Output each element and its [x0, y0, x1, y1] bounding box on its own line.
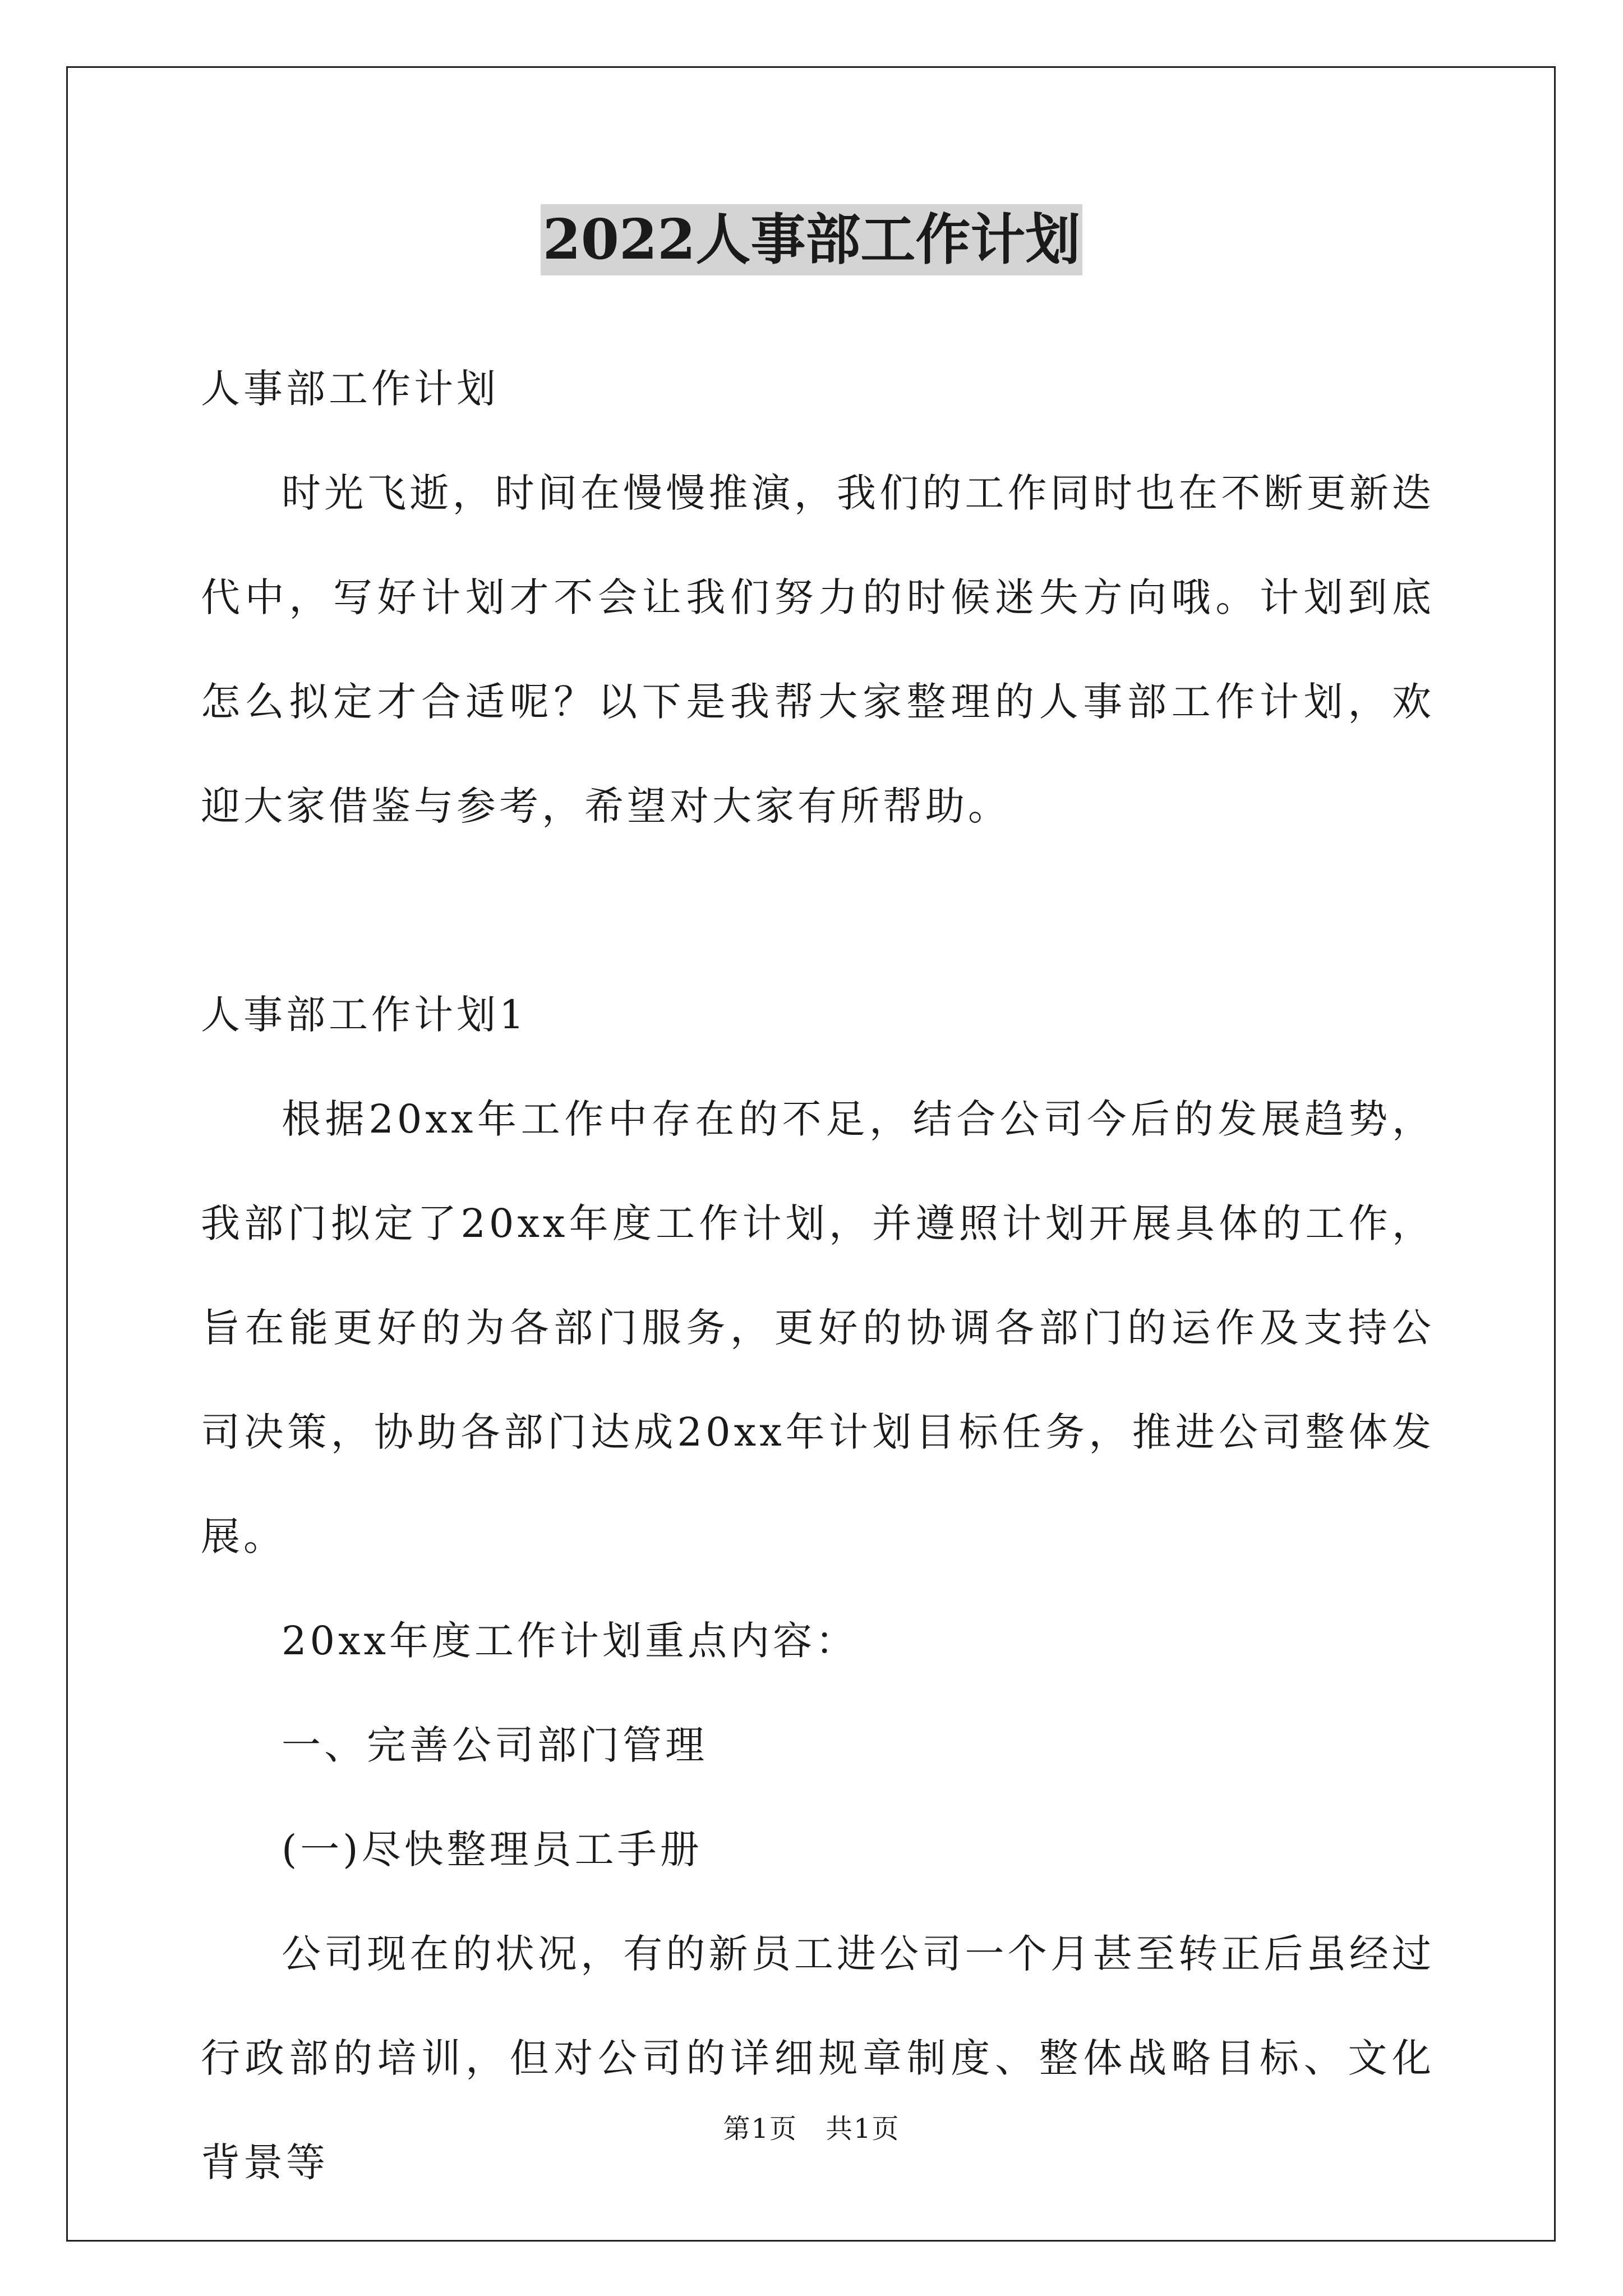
section-heading: 人事部工作计划1 [201, 992, 528, 1038]
blank-line [201, 858, 1435, 963]
document-title [0, 201, 1623, 279]
document-body [201, 337, 1435, 2215]
document-title-text: 2022人事部工作计划 [541, 204, 1083, 275]
body-paragraph: 根据20xx年工作中存在的不足，结合公司今后的发展趋势，我部门拟定了20xx年度工作计划，并遵照计划开展具体的工作，旨在能更好的为各部门服务，更好的协调各部门的运作及支持公司决策，协助各部门达成20xx年计划目标任务，推进公司整体发展。 [201, 1096, 1435, 1559]
section-heading: 人事部工作计划 [201, 366, 499, 412]
page-footer: 第1页 共1页 [723, 2113, 900, 2145]
body-paragraph: 公司现在的状况，有的新员工进公司一个月甚至转正后虽经过行政部的培训，但对公司的详细规章制度、整体战略目标、文化背景等 [201, 1931, 1435, 2185]
body-paragraph: 20xx年度工作计划重点内容： [282, 1618, 859, 1664]
list-heading: 一、完善公司部门管理 [282, 1722, 708, 1768]
intro-paragraph: 时光飞逝，时间在慢慢推演，我们的工作同时也在不断更新迭代中，写好计划才不会让我们努力的时候迷失方向哦。计划到底怎么拟定才合适呢？以下是我帮大家整理的人事部工作计划，欢迎大家借鉴与参考，希望对大家有所帮助。 [201, 470, 1435, 829]
sub-heading: (一)尽快整理员工手册 [282, 1826, 703, 1872]
